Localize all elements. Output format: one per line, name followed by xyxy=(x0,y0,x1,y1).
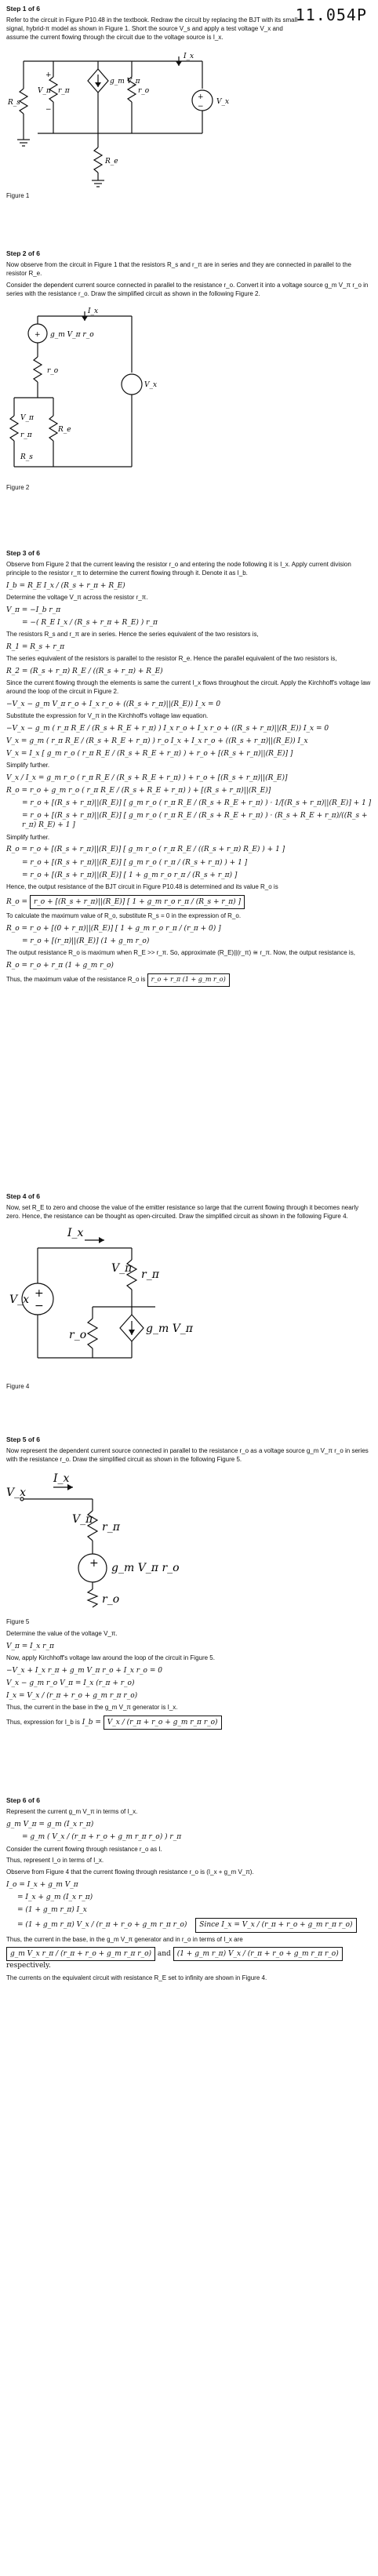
step-title: Step 4 of 6 xyxy=(6,1192,40,1200)
boxed-result xyxy=(6,895,372,909)
label-vx: V_x xyxy=(216,97,230,106)
equation: V_x = g_m ( r_π R_E / (R_s + R_E + r_π) ) r_o I_x + I_x r_o + ((R_s + r_π)||(R_E)) I_x xyxy=(6,737,308,745)
step-paragraph: Hence, the output resistance of the BJT circuit in Figure P10.48 is determined and its value R_o is xyxy=(6,882,278,890)
equation: = I_x + g_m (I_x r_π) xyxy=(17,1894,93,1902)
minus-sign: − xyxy=(198,102,204,111)
equation: g_m V_π = g_m (I_x r_π) xyxy=(6,1821,94,1829)
label-gmro: g_m V_π r_o xyxy=(50,330,94,339)
step-paragraph xyxy=(6,973,372,987)
label-re: R_e xyxy=(105,157,118,166)
label-vpi: V_π xyxy=(38,86,51,95)
equation-part: = (1 + g_m r_π) V_x / (r_π + r_o + g_m r_π r_o) xyxy=(17,1921,187,1930)
equation: I_o = I_x + g_m V_π xyxy=(6,1880,78,1889)
equation: = r_o + [(R_s + r_π)||(R_E)] [ g_m r_o ( r_π / (R_s + r_π) ) + 1 ] xyxy=(22,858,248,867)
step-6 xyxy=(6,1796,372,1985)
step-paragraph: Observe from Figure 4 that the current flowing through resistance r_o is (I_x + g_m V_π). xyxy=(6,1868,254,1876)
label-vx: V_x xyxy=(6,1486,27,1500)
step-paragraph: Now, set R_E to zero and choose the value of the emitter resistance so large that the current flowing through it becomes nearly zero. Hence, the resistance can be thought as open-circuited. Draw the simplified circuit as shown in the following Figure 4. xyxy=(6,1204,359,1221)
step-paragraph: To calculate the maximum value of R_o, substitute R_s = 0 in the expression of R_o. xyxy=(6,911,242,919)
label-rs: R_s xyxy=(8,98,20,107)
step-paragraph: Determine the voltage V_π across the resistor r_π. xyxy=(6,594,148,602)
step-paragraph: Refer to the circuit in Figure P10.48 in the textbook. Redraw the circuit by replacing the BJT with its small-signal, hybrid-π model as shown in Figure 1. Short the source V_s and apply a test voltage V_x and assume the current flowing through the circuit due to the voltage source is I_x. xyxy=(6,16,300,42)
respectively-text: respectively. xyxy=(6,1962,51,1970)
equation: −V_x + I_x r_π + g_m V_π r_o + I_x r_o = 0 xyxy=(6,1666,162,1675)
label-rpi: r_π xyxy=(20,431,32,439)
minus-sign: − xyxy=(35,1300,44,1313)
step-title: Step 2 of 6 xyxy=(6,249,40,257)
step-paragraph: Now, apply Kirchhoff's voltage law around the loop of the circuit in Figure 5. xyxy=(6,1654,215,1661)
equation: V_π = −I_b r_π xyxy=(6,606,61,614)
step-paragraph: Simplify further. xyxy=(6,762,50,770)
label-re: R_e xyxy=(58,425,71,434)
label-vpi: V_π xyxy=(20,413,34,422)
equation: = r_o + [(R_s + r_π)||(R_E)] [ g_m r_o ( r_π R_E / (R_s + R_E + r_π) ) · (R_s + R_E + r_π)/((R_s + r_π) R_E) + 1 ] xyxy=(22,812,368,830)
plus-sign: + xyxy=(198,93,204,101)
circuit-figure xyxy=(6,1468,372,1627)
step-paragraph: Since the current flowing through the elements is same the current I_x flows throughout the circuit. Apply the Kirchhoff's voltage law around the loop of the circuit in Figure 2. xyxy=(6,679,371,695)
circuit-figure-1-svg xyxy=(6,45,234,191)
label-ix: I_x xyxy=(88,307,99,315)
step-paragraph: Determine the value of the voltage V_π. xyxy=(6,1629,118,1637)
equation: = −( R_E I_x / (R_s + r_π + R_E) ) r_π xyxy=(22,619,158,628)
step-2 xyxy=(6,249,372,495)
boxed-result xyxy=(6,1716,372,1730)
gm-current-box: g_m V_x r_π / (r_π + r_o + g_m r_π r_o) xyxy=(6,1947,155,1961)
step-paragraph: Substitute the expression for V_π in the Kirchhoff's voltage law equation. xyxy=(6,711,209,719)
label-rpi: r_π xyxy=(58,86,70,95)
equation: I_b = R_E I_x / (R_s + r_π + R_E) xyxy=(6,582,125,591)
equation: R_o = r_o + r_π (1 + g_m r_o) xyxy=(6,961,114,970)
figure-caption: Figure 4 xyxy=(6,1383,30,1391)
step-paragraph: The output resistance R_o is maximum when R_E >> r_π. So, approximate (R_E)||(r_π) ≅ r_π. Now, the output resistance is, xyxy=(6,948,355,956)
step-paragraph: The currents on the equivalent circuit with resistance R_E set to infinity are shown in Figure 4. xyxy=(6,1974,267,1981)
step-title: Step 5 of 6 xyxy=(6,1435,40,1443)
label-gm: g_m V_π xyxy=(146,1323,193,1336)
label-gmro: g_m V_π r_o xyxy=(111,1562,180,1575)
equation: V_x = I_x [ g_m r_o ( r_π R_E / (R_s + R_E + r_π) ) + r_o + [(R_s + r_π)||(R_E)] ] xyxy=(6,749,293,758)
circuit-figure-2-svg xyxy=(6,302,163,482)
plus-sign: + xyxy=(35,330,41,339)
step-paragraph: Observe from Figure 2 that the current leaving the resistor r_o and entering the node following it is I_x. Apply current division principle to the resistor r_π to determine the current flowing through it. Denote it as I_b. xyxy=(6,561,351,577)
figure-caption: Figure 2 xyxy=(6,483,30,491)
equation: −V_x − g_m ( r_π R_E / (R_s + R_E + r_π) ) I_x r_o + I_x r_o + ((R_s + r_π)||(R_E)) I_x = 0 xyxy=(6,724,329,733)
label-ix: I_x xyxy=(184,52,194,60)
label-vpi: V_π xyxy=(111,1262,133,1275)
equation xyxy=(17,1918,372,1932)
step-paragraph: Simplify further. xyxy=(6,833,50,841)
label-ix: I_x xyxy=(67,1227,84,1240)
circuit-figure xyxy=(6,45,372,201)
equation: −V_x − g_m V_π r_o + I_x r_o + ((R_s + r_π)||(R_E)) I_x = 0 xyxy=(6,700,221,708)
equation: V_π = I_x r_π xyxy=(6,1642,54,1650)
result-box: r_o + [(R_s + r_π)||(R_E)] [ 1 + g_m r_o r_π / (R_s + r_π) ] xyxy=(30,895,245,909)
plus-sign: + xyxy=(45,71,52,79)
equation: = (1 + g_m r_π) I_x xyxy=(17,1906,87,1915)
label-ro: r_o xyxy=(138,86,150,95)
figure-caption: Figure 5 xyxy=(6,1618,30,1626)
plus-sign: + xyxy=(35,1287,44,1301)
label-vpi: V_π xyxy=(72,1513,93,1526)
step-3 xyxy=(6,549,372,990)
equation: V_x / I_x = g_m r_o ( r_π R_E / (R_s + R_E + r_π) ) + r_o + [(R_s + r_π)||(R_E)] xyxy=(6,773,288,782)
step-1 xyxy=(6,5,372,204)
circuit-figure xyxy=(6,302,372,493)
and-text: and xyxy=(157,1950,171,1959)
equation: R_o = r_o + [(0 + r_π)||(R_E)] [ 1 + g_m r_o r_π / (r_π + 0) ] xyxy=(6,924,221,933)
circuit-figure-5-svg xyxy=(6,1468,187,1617)
label-rs: R_s xyxy=(20,453,33,461)
label-ro: r_o xyxy=(102,1593,120,1606)
step-paragraph: Now represent the dependent current source connected in parallel to the resistance r_o as a voltage source g_m V_π r_o in series with the resistance r_o. Draw the simplified circuit as shown in the following Figure 5. xyxy=(6,1447,369,1464)
step-title: Step 1 of 6 xyxy=(6,5,40,13)
step-title: Step 3 of 6 xyxy=(6,549,40,557)
step-paragraph: Consider the dependent current source connected in parallel to the resistance r_o. Convert it into a voltage source g_m V_π r_o in series with the resistance r_o. Draw the simplified circuit as shown in the following Figure 2. xyxy=(6,282,369,297)
label-vx: V_x xyxy=(9,1293,30,1307)
equation: R_1 = R_s + r_π xyxy=(6,643,65,652)
equation: R_2 = (R_s + r_π) R_E / ((R_s + r_π) + R_E) xyxy=(6,668,163,676)
result-label: R_o = xyxy=(6,897,28,906)
since-box: Since I_x = V_x / (r_π + r_o + g_m r_π r_o) xyxy=(195,1918,356,1932)
equation: = r_o + [(r_π)||(R_E)] (1 + g_m r_o) xyxy=(22,937,150,945)
ro-current-box: (1 + g_m r_π) V_x / (r_π + r_o + g_m r_π r_o) xyxy=(173,1947,343,1961)
step-paragraph: Thus, the current in the base in the g_m V_π generator is I_x. xyxy=(6,1704,178,1712)
figure-caption: Figure 1 xyxy=(6,191,30,199)
equation: = r_o + [(R_s + r_π)||(R_E)] [ 1 + g_m r_o r_π / (R_s + r_π) ] xyxy=(22,871,238,879)
step-4 xyxy=(6,1192,372,1395)
label-gm: g_m V_π xyxy=(110,77,140,86)
label-vx: V_x xyxy=(144,380,158,389)
step-5 xyxy=(6,1435,372,1733)
plus-sign: + xyxy=(89,1557,99,1570)
label-rpi: r_π xyxy=(102,1521,120,1534)
equation: V_x − g_m r_o V_π = I_x (r_π + r_o) xyxy=(6,1679,135,1687)
paragraph-text: Thus, expression for I_b is xyxy=(6,1718,80,1726)
circuit-figure xyxy=(6,1224,372,1392)
label-rpi: r_π xyxy=(141,1268,159,1282)
step-paragraph: Represent the current g_m V_π in terms of I_x. xyxy=(6,1808,138,1816)
circuit-figure-4-svg xyxy=(6,1224,193,1381)
label-ro: r_o xyxy=(47,366,59,375)
equation: = g_m ( V_x / (r_π + r_o + g_m r_π r_o) ) r_π xyxy=(22,1833,182,1842)
ib-result-box: V_x / (r_π + r_o + g_m r_π r_o) xyxy=(104,1716,222,1730)
result-label: I_b = xyxy=(82,1718,101,1726)
equation: I_x = V_x / (r_π + r_o + g_m r_π r_o) xyxy=(6,1691,138,1700)
step-paragraph: The series equivalent of the resistors is parallel to the resistor R_e. Hence the parallel equivalent of the two resistors is, xyxy=(6,655,337,663)
problem-code: 11.054P xyxy=(295,5,367,24)
equation: = r_o + [(R_s + r_π)||(R_E)] [ g_m r_o ( r_π R_E / (R_s + R_E + r_π) ) · 1/[(R_s + r_π)||(R_E)] + 1 ] xyxy=(22,799,372,808)
step-title: Step 6 of 6 xyxy=(6,1796,40,1804)
equation: R_o = r_o + [(R_s + r_π)||(R_E)] [ g_m r_o ( r_π R_E / ((R_s + r_π) R_E) ) + 1 ] xyxy=(6,846,285,854)
step-paragraph: The resistors R_s and r_π are in series. Hence the series equivalent of the two resistors is, xyxy=(6,631,259,639)
minus-sign: − xyxy=(45,105,52,114)
equation: R_o = r_o + g_m r_o ( r_π R_E / (R_s + R_E + r_π) ) + [(R_s + r_π)||(R_E)] xyxy=(6,787,271,795)
paragraph-text: Thus, the maximum value of the resistance R_o is xyxy=(6,975,146,983)
step-paragraph: Thus, the current in the base, in the g_m V_π generator and in r_o in terms of I_x are xyxy=(6,1935,243,1943)
max-result-box: r_o + r_π (1 + g_m r_o) xyxy=(147,973,230,987)
step-paragraph: Consider the current flowing through resistance r_o as I. xyxy=(6,1845,162,1853)
step-paragraph: Thus, represent I_o in terms of I_x. xyxy=(6,1857,104,1865)
label-ix: I_x xyxy=(53,1472,70,1486)
label-ro: r_o xyxy=(69,1329,87,1342)
step-paragraph: Now observe from the circuit in Figure 1 that the resistors R_s and r_π are in series and they are connected in parallel to the resistor R_e. xyxy=(6,261,351,278)
final-results xyxy=(6,1947,372,1970)
